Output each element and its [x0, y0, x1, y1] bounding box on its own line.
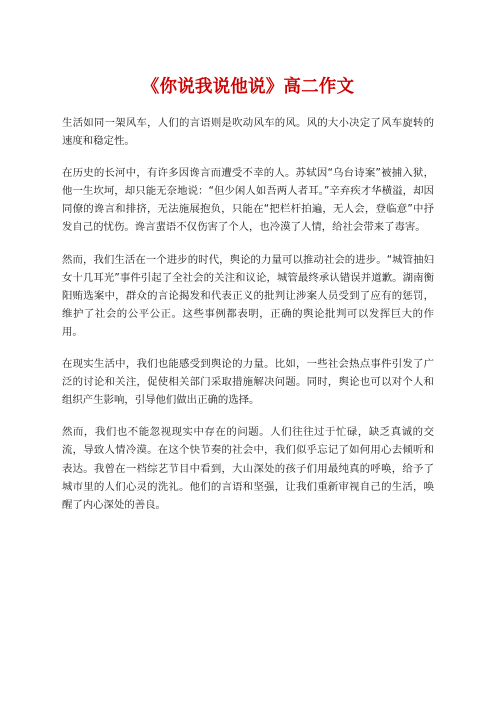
- paragraph-5: 然而，我们也不能忽视现实中存在的问题。人们往往过于忙碌，缺乏真诚的交流，导致人情冷漠。在这个快节奏的社会中，我们似乎忘记了如何用心去倾听和表达。我曾在一档综艺节目中看到，大山深处的孩子们用最纯真的呼唤，给予了城市里的人们心灵的洗礼。他们的言语和坚强，让我们重新审视自己的生活，唤醒了内心深处的善良。: [62, 426, 434, 511]
- paragraph-1: 生活如同一架风车，人们的言语则是吹动风车的风。风的大小决定了风车旋转的速度和稳定性。: [62, 117, 434, 148]
- paragraph-3: 然而，我们生活在一个进步的时代，舆论的力量可以推动社会的进步。“城管抽妇女十几耳光”事件引起了全社会的关注和议论，城管最终承认错误并道歉。湖南衡阳贿选案中，群众的言论揭发和代表正义的批判让涉案人员受到了应有的惩罚，维护了社会的公平公正。这些事例都表明，正确的舆论批判可以发挥巨大的作用。: [62, 253, 434, 338]
- paragraph-4: 在现实生活中，我们也能感受到舆论的力量。比如，一些社会热点事件引发了广泛的讨论和关注，促使相关部门采取措施解决问题。同时，舆论也可以对个人和组织产生影响，引导他们做出正确的选择。: [62, 358, 434, 407]
- paragraph-2: 在历史的长河中，有许多因谗言而遭受不幸的人。苏轼因“乌台诗案”被捕入狱，他一生坎坷，却只能无奈地说：“但少闲人如吾两人者耳。”辛弃疾才华横溢，却因同僚的谗言和排挤，无法施展抱负，只能在“把栏杆拍遍，无人会，登临意”中抒发自己的忧伤。谗言蜚语不仅伤害了个人，也冷漠了人情，给社会带来了毒害。: [62, 167, 434, 234]
- document-title: 《你说我说他说》高二作文: [141, 77, 355, 97]
